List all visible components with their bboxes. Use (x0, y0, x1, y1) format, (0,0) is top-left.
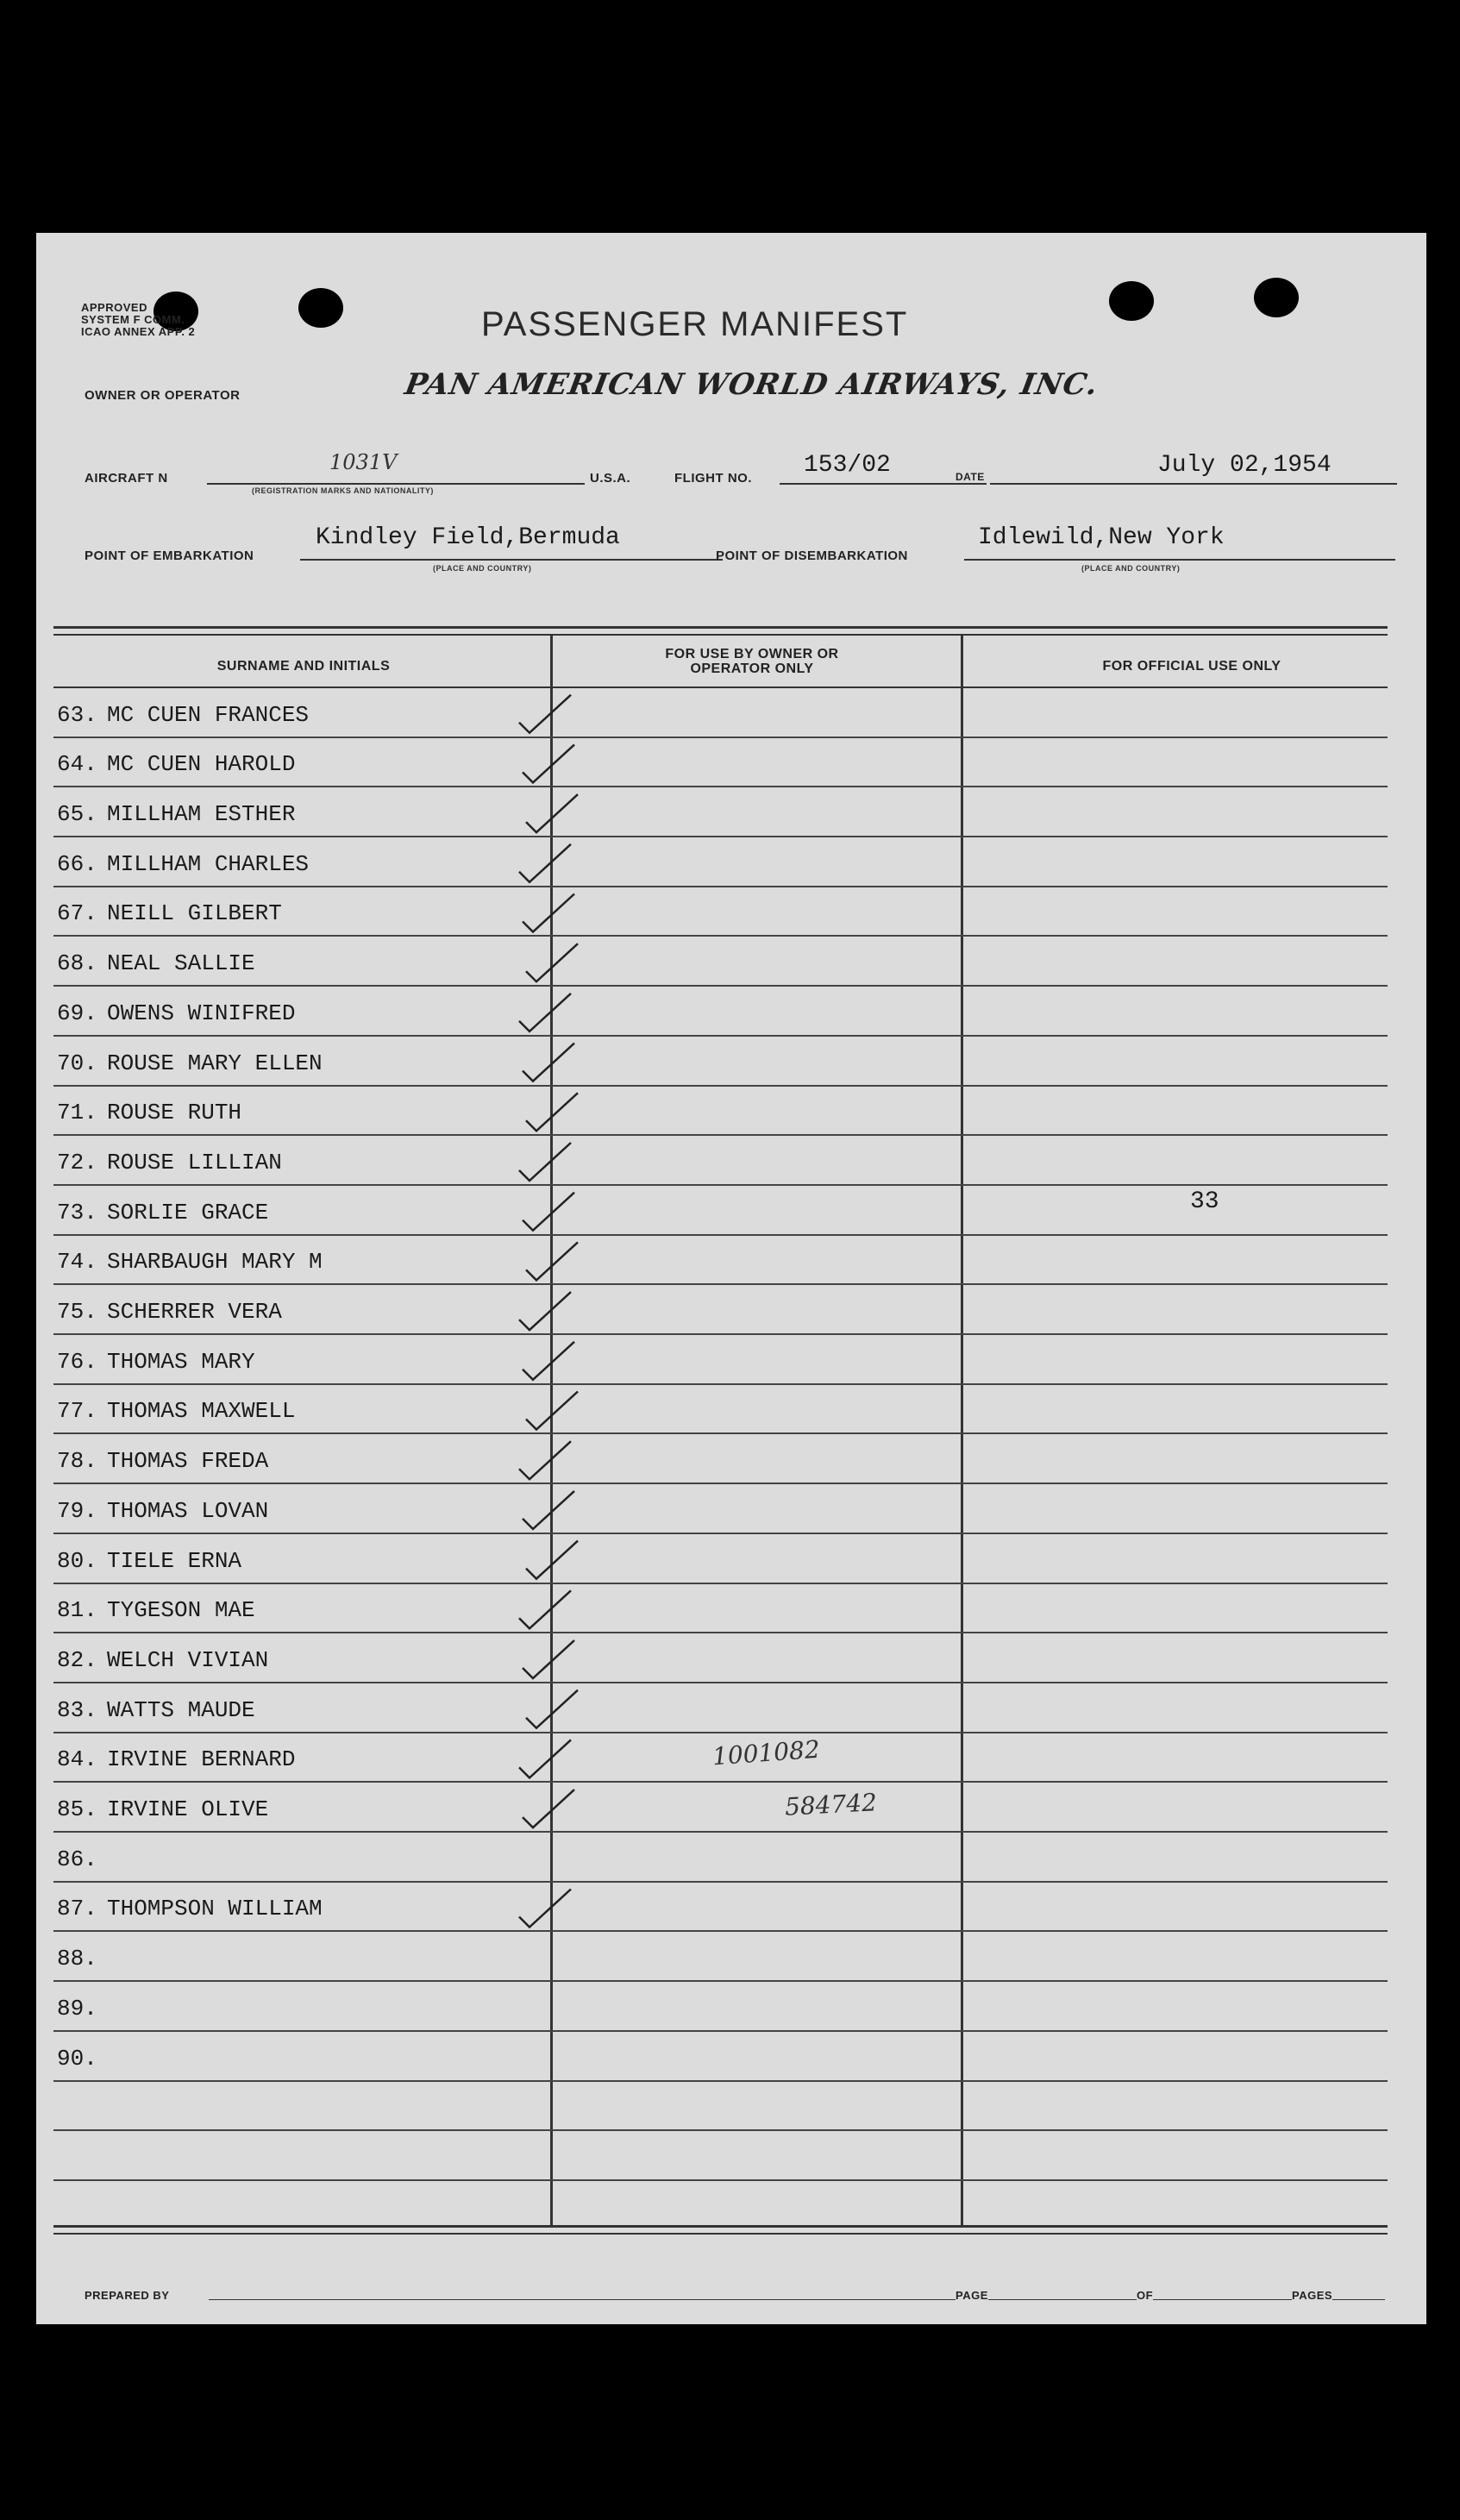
aircraft-label: AIRCRAFT N (85, 471, 168, 486)
prepared-underline (209, 2299, 1385, 2300)
passenger-name: MILLHAM ESTHER (107, 801, 296, 828)
page-title: PASSENGER MANIFEST (481, 305, 909, 343)
manifest-sheet (36, 233, 1426, 2324)
disembarkation-label: POINT OF DISEMBARKATION (716, 549, 908, 563)
owner-note: 1001082 (711, 1734, 821, 1771)
passenger-name: SORLIE GRACE (107, 1199, 269, 1226)
approval-line: SYSTEM F COMM. (81, 313, 185, 326)
check-mark (519, 1292, 571, 1330)
passenger-name: SCHERRER VERA (107, 1299, 282, 1326)
row-number: 73. (57, 1199, 97, 1226)
passenger-name: NEAL SALLIE (107, 950, 255, 977)
row-number: 90. (57, 2045, 97, 2072)
row-number: 84. (57, 1746, 97, 1773)
passenger-name: WATTS MAUDE (107, 1696, 255, 1723)
aircraft-value: 1031V (329, 450, 398, 474)
row-number: 81. (57, 1597, 97, 1624)
row-number: 83. (57, 1696, 97, 1723)
pages-label: PAGES (1292, 2289, 1333, 2302)
place-caption: (PLACE AND COUNTRY) (433, 564, 532, 573)
place-caption: (PLACE AND COUNTRY) (1081, 564, 1181, 573)
passenger-name: ROUSE LILLIAN (107, 1149, 282, 1175)
check-mark (523, 1790, 574, 1827)
row-number: 66. (57, 850, 97, 877)
page-label: PAGE (956, 2289, 988, 2302)
passenger-name: TIELE ERNA (107, 1547, 242, 1574)
passenger-name: WELCH VIVIAN (107, 1646, 269, 1673)
prepared-label: PREPARED BY (85, 2289, 170, 2302)
passenger-name: ROUSE RUTH (107, 1100, 242, 1126)
row-number: 70. (57, 1050, 97, 1076)
check-mark (523, 1044, 574, 1081)
row-number: 69. (57, 1000, 97, 1026)
row-number: 89. (57, 1995, 97, 2022)
row-number: 77. (57, 1398, 97, 1425)
check-mark (519, 1890, 571, 1928)
embarkation-value: Kindley Field,Bermuda (316, 524, 620, 551)
passenger-name: IRVINE OLIVE (107, 1796, 269, 1823)
row-number: 79. (57, 1497, 97, 1524)
row-number: 67. (57, 900, 97, 927)
row-number: 71. (57, 1100, 97, 1126)
passenger-name: NEILL GILBERT (107, 900, 282, 927)
check-mark (519, 1590, 571, 1628)
passenger-name: MILLHAM CHARLES (107, 850, 310, 877)
check-mark (526, 794, 578, 832)
passenger-name: TYGESON MAE (107, 1597, 255, 1624)
check-mark (526, 1093, 578, 1131)
passenger-name: THOMAS LOVAN (107, 1497, 269, 1524)
registration-caption: (REGISTRATION MARKS AND NATIONALITY) (252, 486, 434, 495)
passenger-name: SHARBAUGH MARY M (107, 1249, 323, 1276)
passenger-name: MC CUEN HAROLD (107, 751, 296, 778)
check-mark (523, 744, 574, 782)
flight-value: 153/02 (804, 452, 891, 479)
disembarkation-value: Idlewild,New York (978, 524, 1225, 551)
approval-line: APPROVED (81, 301, 147, 314)
row-number: 82. (57, 1646, 97, 1673)
date-label: DATE (956, 471, 985, 483)
check-mark (519, 695, 571, 733)
row-number: 78. (57, 1448, 97, 1475)
column-header-official: FOR OFFICIAL USE ONLY (1102, 659, 1281, 674)
check-mark (526, 1242, 578, 1280)
check-marks (36, 233, 1426, 2324)
check-mark (523, 1193, 574, 1231)
row-number: 75. (57, 1299, 97, 1326)
airline-name: PAN AMERICAN WORLD AIRWAYS, INC. (402, 367, 1101, 402)
row-number: 85. (57, 1796, 97, 1823)
usa-label: U.S.A. (590, 471, 631, 486)
check-mark (519, 1143, 571, 1181)
owner-note: 584742 (784, 1788, 878, 1821)
table-bottom-rule (53, 2233, 1388, 2235)
check-mark (519, 994, 571, 1031)
check-mark (526, 1690, 578, 1728)
check-mark (523, 1491, 574, 1529)
row-number: 63. (57, 701, 97, 728)
of-label: OF (1137, 2289, 1154, 2302)
row-number: 74. (57, 1249, 97, 1276)
date-value: July 02,1954 (1157, 452, 1332, 479)
passenger-name: MC CUEN FRANCES (107, 701, 310, 728)
row-number: 65. (57, 801, 97, 828)
check-mark (526, 1392, 578, 1430)
check-mark (523, 1640, 574, 1678)
row-number: 86. (57, 1846, 97, 1872)
passenger-name: IRVINE BERNARD (107, 1746, 296, 1773)
passenger-name: OWENS WINIFRED (107, 1000, 296, 1026)
table-bottom-rule (53, 2225, 1388, 2228)
row-number: 72. (57, 1149, 97, 1175)
check-mark (519, 1441, 571, 1479)
row-number: 64. (57, 751, 97, 778)
column-header-surname: SURNAME AND INITIALS (216, 659, 391, 674)
check-mark (523, 894, 574, 932)
passenger-name: THOMAS MAXWELL (107, 1398, 296, 1425)
passenger-name: THOMPSON WILLIAM (107, 1896, 323, 1922)
check-mark (519, 844, 571, 882)
approval-line: ICAO ANNEX APP. 2 (81, 325, 196, 338)
owner-label: OWNER OR OPERATOR (85, 388, 241, 403)
check-mark (526, 943, 578, 981)
column-header-owner: FOR USE BY OWNER OR OPERATOR ONLY (665, 647, 839, 676)
passenger-name: ROUSE MARY ELLEN (107, 1050, 323, 1076)
passenger-name: THOMAS MARY (107, 1348, 255, 1375)
row-number: 76. (57, 1348, 97, 1375)
official-note: 33 (1190, 1188, 1219, 1215)
passenger-name: THOMAS FREDA (107, 1448, 269, 1475)
check-mark (526, 1541, 578, 1579)
row-number: 88. (57, 1946, 97, 1972)
row-number: 87. (57, 1896, 97, 1922)
row-number: 80. (57, 1547, 97, 1574)
flight-label: FLIGHT NO. (674, 471, 752, 486)
check-mark (519, 1740, 571, 1777)
check-mark (523, 1342, 574, 1380)
row-number: 68. (57, 950, 97, 977)
embarkation-label: POINT OF EMBARKATION (85, 549, 254, 563)
